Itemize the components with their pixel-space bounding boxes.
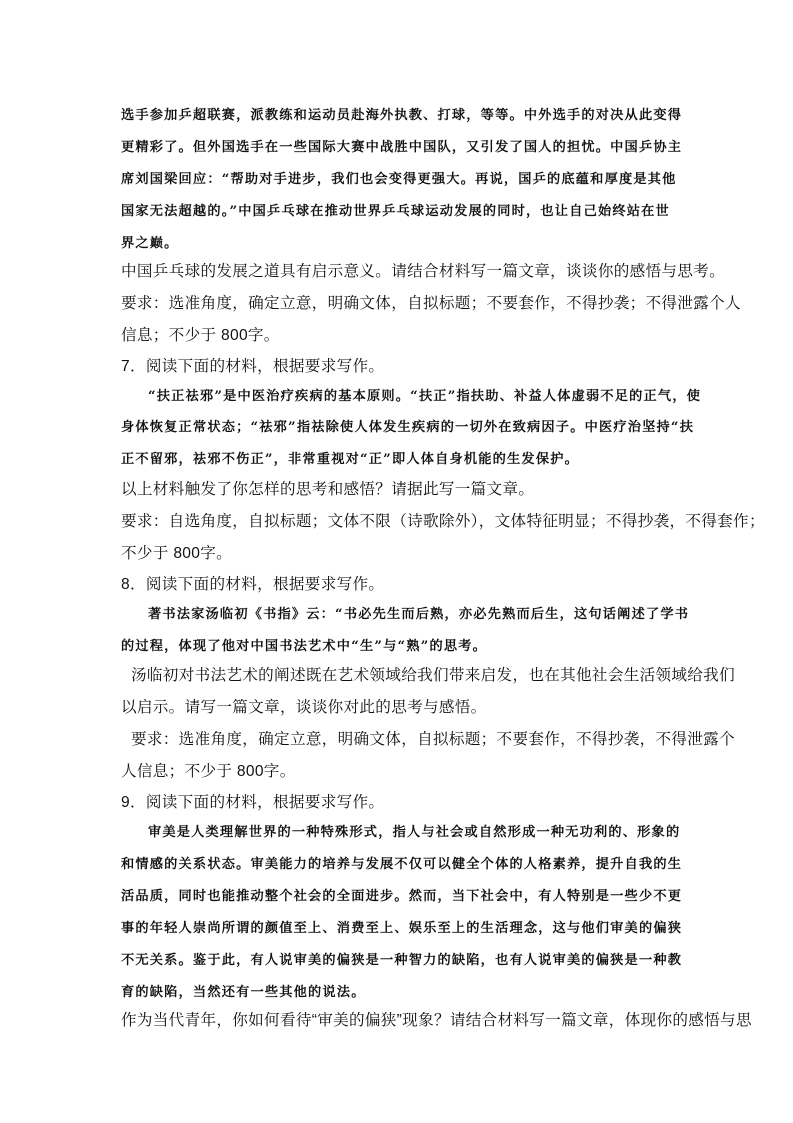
question-9-heading: 9．阅读下面的材料，根据要求写作。 [121,794,385,811]
material-text-line: 的过程，体现了他对中国书法艺术中“生”与“熟”的思考。 [121,639,488,654]
requirements-text: 信息；不少于 800字。 [121,327,280,344]
material-text-line: 事的年轻人崇尚所谓的颜值至上、消费至上、娱乐至上的生活理念，这与他们审美的偏狭 [121,921,683,936]
material-text-line: 不无关系。鉴于此，有人说审美的偏狭是一种智力的缺陷，也有人说审美的偏狭是一种教 [121,953,683,968]
material-text-line: 审美是人类理解世界的一种特殊形式，指人与社会或自然形成一种无功利的、形象的 [148,825,681,840]
requirements-text: 人信息；不少于 800字。 [121,763,296,780]
material-text-line: 国家无法超越的。”中国乒乓球在推动世界乒乓球运动发展的同时，也让自己始终站在世 [121,204,670,219]
question-8-heading: 8．阅读下面的材料，根据要求写作。 [121,576,385,593]
material-text-line: “扶正祛邪”是中医治疗疾病的基本原则。“扶正”指扶助、补益人体虚弱不足的正气，使 [148,389,702,404]
material-text-line: 正不留邪，祛邪不伤正”，非常重视对“正”即人体自身机能的生发保护。 [121,452,579,467]
material-text-line: 和情感的关系状态。审美能力的培养与发展不仅可以健全个体的人格素养，提升自我的生 [121,857,683,872]
material-text-line: 选手参加乒超联赛，派教练和运动员赴海外执教、打球，等等。中外选手的对决从此变得 [121,108,683,123]
requirements-text: 要求：选准角度，确定立意，明确文体，自拟标题；不要套作，不得抄袭，不得泄露个 [131,731,735,748]
material-text-line: 身体恢复正常状态；“祛邪”指祛除使人体发生疾病的一切外在致病因子。中医疗治坚持“扶 [121,420,695,435]
requirements-text: 不少于 800字。 [121,545,233,562]
question-7-heading: 7．阅读下面的材料，根据要求写作。 [121,358,385,375]
material-text-line: 席刘国梁回应：“帮助对手进步，我们也会变得更强大。再说，国乒的底蕴和厚度是其他 [121,172,677,187]
writing-prompt: 中国乒乓球的发展之道具有启示意义。请结合材料写一篇文章，谈谈你的感悟与思考。 [121,263,725,280]
material-text-line: 活品质，同时也能推动整个社会的全面进步。然而，当下社会中，有人特别是一些少不更 [121,889,683,904]
requirements-text: 要求：选准角度，确定立意，明确文体，自拟标题；不要套作，不得抄袭；不得泄露个人 [121,295,741,312]
material-text-line: 著书法家汤临初《书指》云：“书必先生而后熟，亦必先熟而后生，这句话阐述了学书 [148,607,690,622]
writing-prompt: 以上材料触发了你怎样的思考和感悟？请据此写一篇文章。 [121,481,535,498]
writing-prompt: 汤临初对书法艺术的阐述既在艺术领域给我们带来启发，也在其他社会生活领域给我们 [131,667,735,684]
material-text-line: 界之巅。 [121,236,179,251]
writing-prompt: 作为当代青年，你如何看待“审美的偏狭”现象？请结合材料写一篇文章，体现你的感悟与思 [121,1012,752,1029]
requirements-text: 要求：自选角度，自拟标题；文体不限（诗歌除外），文体特征明显；不得抄袭，不得套作； [121,513,765,530]
material-text-line: 育的缺陷，当然还有一些其他的说法。 [121,985,366,1000]
material-text-line: 更精彩了。但外国选手在一些国际大赛中战胜中国队，又引发了国人的担忧。中国乒协主 [121,140,683,155]
writing-prompt: 以启示。请写一篇文章，谈谈你对此的思考与感悟。 [121,699,487,716]
